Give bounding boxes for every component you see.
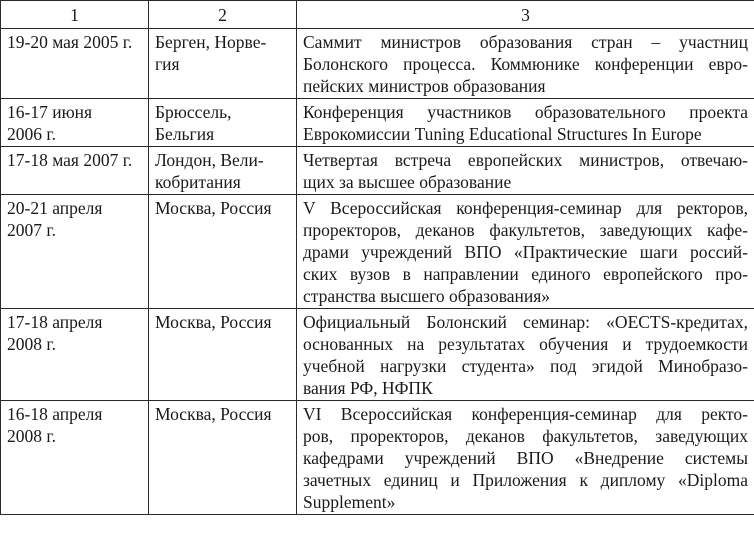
event-cell-line: зачетных единиц и Приложения к диплому «Diploma xyxy=(303,470,748,490)
event-cell-line: основанных на результатах обучения и трудоемкости xyxy=(303,334,748,354)
table-row xyxy=(1,99,754,147)
date-cell xyxy=(1,99,149,147)
event-cell-line: Еврокомиссии Tuning Educational Structures In Europe xyxy=(303,124,702,144)
event-cell-line: Официальный Болонский семинар: «ОECTS-кредитах, xyxy=(303,312,748,332)
date-cell-line: 2007 г. xyxy=(7,220,56,240)
table-row xyxy=(1,309,754,401)
event-cell-line: кафедрами учреждений ВПО «Внедрение системы xyxy=(303,448,748,468)
table-row xyxy=(1,195,754,309)
event-cell xyxy=(297,309,754,401)
table-body xyxy=(1,29,754,515)
event-cell xyxy=(297,401,754,515)
place-cell-line: кобритания xyxy=(155,172,241,192)
date-cell-line: 16-17 июня xyxy=(7,102,93,122)
place-cell xyxy=(149,401,297,515)
place-cell-line: Москва, Россия xyxy=(155,198,272,218)
event-cell-line: Саммит министров образования стран – участниц xyxy=(303,32,748,52)
place-cell xyxy=(149,195,297,309)
date-cell-line: 19-20 мая 2005 г. xyxy=(7,32,133,52)
date-cell-line: 17-18 мая 2007 г. xyxy=(7,150,133,170)
date-cell xyxy=(1,147,149,195)
place-cell-line: Лондон, Вели- xyxy=(155,150,264,170)
table-row xyxy=(1,29,754,99)
event-cell-line: вания РФ, НФПК xyxy=(303,378,433,398)
place-cell-line: Москва, Россия xyxy=(155,312,272,332)
event-cell xyxy=(297,29,754,99)
event-cell-line: Supplement» xyxy=(303,492,396,512)
event-cell-line: Четвертая встреча европейских министров, отвечаю- xyxy=(303,150,748,170)
table-row xyxy=(1,401,754,515)
header-col-3: 3 xyxy=(297,1,754,29)
place-cell-line: гия xyxy=(155,54,180,74)
date-cell xyxy=(1,195,149,309)
place-cell xyxy=(149,99,297,147)
date-cell-line: 2008 г. xyxy=(7,334,56,354)
event-cell-line: ских вузов в направлении единого европейского про- xyxy=(303,264,748,284)
table-row xyxy=(1,147,754,195)
place-cell xyxy=(149,147,297,195)
event-cell-line: пейских министров образования xyxy=(303,76,546,96)
place-cell xyxy=(149,309,297,401)
event-cell-line: учебной нагрузки студента» под эгидой Минобразо- xyxy=(303,356,748,376)
event-cell-line: Конференция участников образовательного проекта xyxy=(303,102,748,122)
date-cell-line: 16-18 апреля xyxy=(7,404,103,424)
event-cell xyxy=(297,147,754,195)
event-cell-line: VI Всероссийская конференция-семинар для ректо- xyxy=(303,404,748,424)
date-cell xyxy=(1,401,149,515)
header-row xyxy=(1,1,754,29)
date-cell-line: 20-21 апреля xyxy=(7,198,103,218)
place-cell-line: Брюссель, xyxy=(155,102,232,122)
place-cell-line: Москва, Россия xyxy=(155,404,272,424)
event-cell-line: проректоров, деканов факультетов, заведующих кафе- xyxy=(303,220,748,240)
date-cell-line: 17-18 апреля xyxy=(7,312,103,332)
header-col-2: 2 xyxy=(149,1,297,29)
date-cell-line: 2006 г. xyxy=(7,124,56,144)
event-cell-line: щих за высшее образование xyxy=(303,172,512,192)
event-cell xyxy=(297,99,754,147)
place-cell-line: Бельгия xyxy=(155,124,215,144)
event-cell-line: странства высшего образования» xyxy=(303,286,551,306)
place-cell xyxy=(149,29,297,99)
date-cell xyxy=(1,29,149,99)
date-cell-line: 2008 г. xyxy=(7,426,56,446)
header-col-1: 1 xyxy=(1,1,149,29)
date-cell xyxy=(1,309,149,401)
event-cell-line: ров, проректоров, деканов факультетов, заведующих xyxy=(303,426,748,446)
event-cell-line: Болонского процесса. Коммюнике конференции евро- xyxy=(303,54,748,74)
event-cell xyxy=(297,195,754,309)
event-cell-line: V Всероссийская конференция-семинар для ректоров, xyxy=(303,198,748,218)
event-cell-line: драми учреждений ВПО «Практические шаги россий- xyxy=(303,242,748,262)
place-cell-line: Берген, Норве- xyxy=(155,32,267,52)
